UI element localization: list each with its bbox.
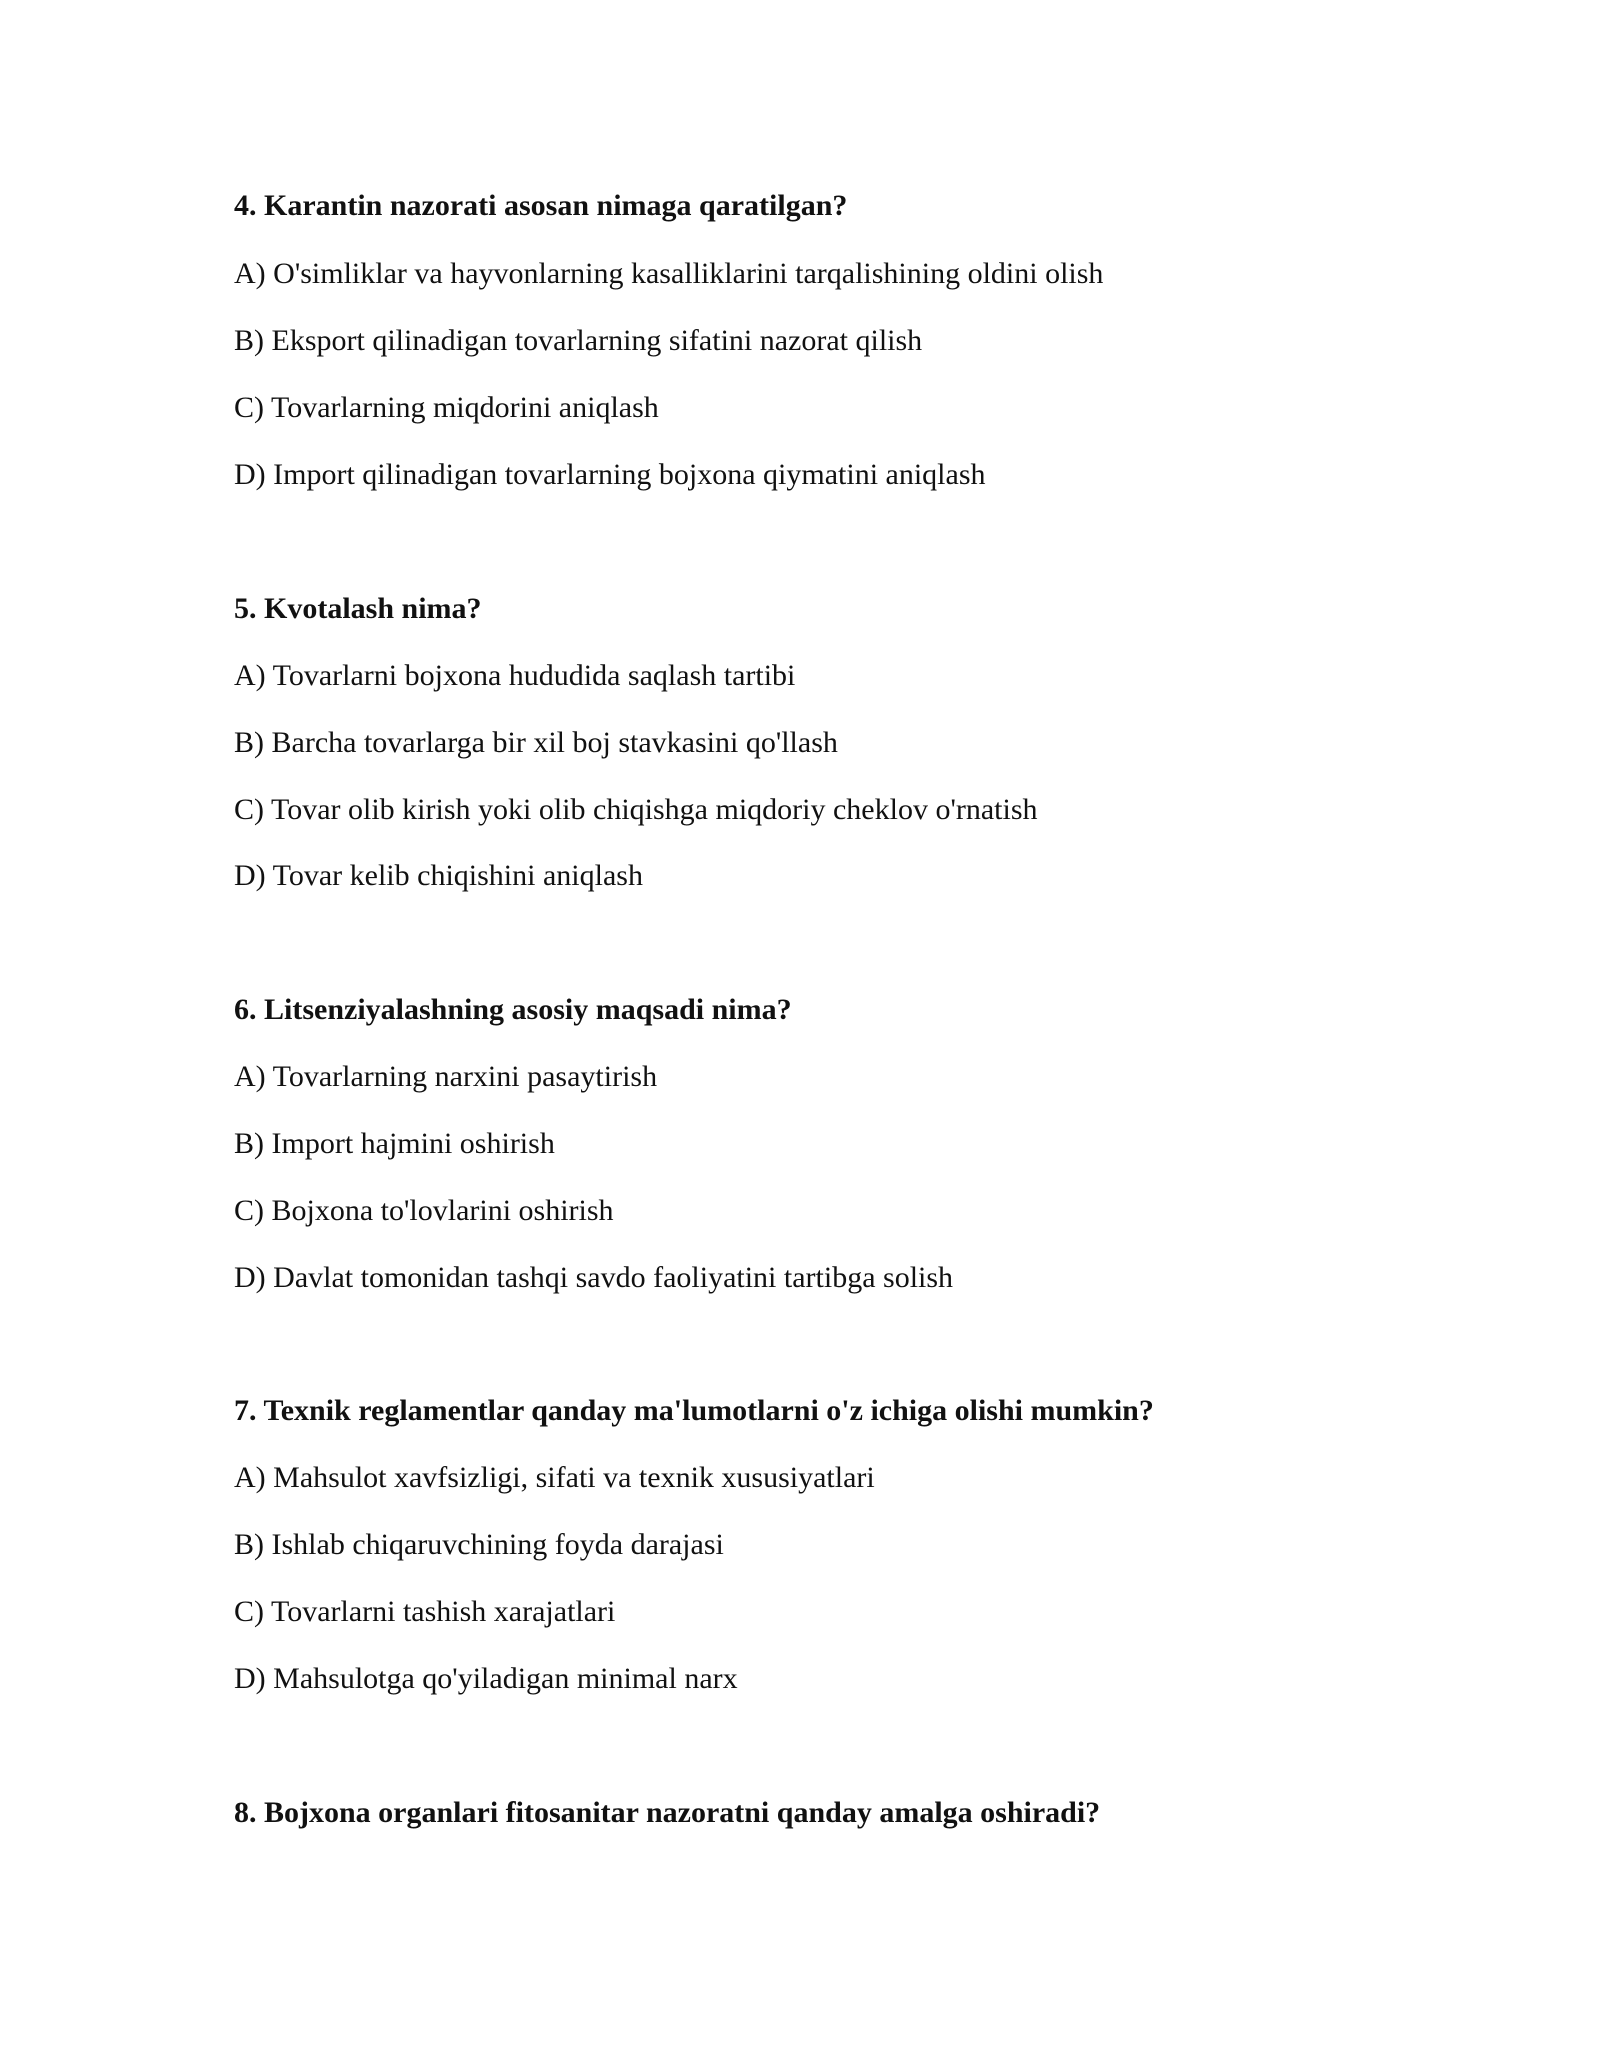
answer-option: C) Tovar olib kirish yoki olib chiqishga miqdoriy cheklov o'rnatish bbox=[234, 793, 1038, 826]
question-title: 6. Litsenziyalashning asosiy maqsadi nima? bbox=[234, 993, 792, 1026]
answer-option: D) Davlat tomonidan tashqi savdo faoliyatini tartibga solish bbox=[234, 1261, 954, 1294]
question-title: 7. Texnik reglamentlar qanday ma'lumotlarni o'z ichiga olishi mumkin? bbox=[234, 1394, 1154, 1427]
answer-option: A) Tovarlarning narxini pasaytirish bbox=[234, 1060, 658, 1093]
answer-option: A) Tovarlarni bojxona hududida saqlash tartibi bbox=[234, 659, 796, 692]
answer-option: C) Bojxona to'lovlarini oshirish bbox=[234, 1194, 614, 1227]
question-title: 8. Bojxona organlari fitosanitar nazoratni qanday amalga oshiradi? bbox=[234, 1796, 1101, 1829]
question-title: 5. Kvotalash nima? bbox=[234, 592, 482, 625]
answer-option: D) Tovar kelib chiqishini aniqlash bbox=[234, 859, 643, 892]
answer-option: C) Tovarlarning miqdorini aniqlash bbox=[234, 391, 659, 424]
answer-option: B) Barcha tovarlarga bir xil boj stavkasini qo'llash bbox=[234, 726, 838, 759]
answer-option: A) O'simliklar va hayvonlarning kasalliklarini tarqalishining oldini olish bbox=[234, 257, 1104, 290]
answer-option: B) Import hajmini oshirish bbox=[234, 1127, 555, 1160]
answer-option: B) Ishlab chiqaruvchining foyda darajasi bbox=[234, 1528, 724, 1561]
question-title: 4. Karantin nazorati asosan nimaga qaratilgan? bbox=[234, 189, 848, 222]
answer-option: D) Mahsulotga qo'yiladigan minimal narx bbox=[234, 1662, 738, 1695]
answer-option: B) Eksport qilinadigan tovarlarning sifatini nazorat qilish bbox=[234, 324, 923, 357]
answer-option: C) Tovarlarni tashish xarajatlari bbox=[234, 1595, 616, 1628]
answer-option: A) Mahsulot xavfsizligi, sifati va texnik xususiyatlari bbox=[234, 1461, 875, 1494]
answer-option: D) Import qilinadigan tovarlarning bojxona qiymatini aniqlash bbox=[234, 458, 986, 491]
